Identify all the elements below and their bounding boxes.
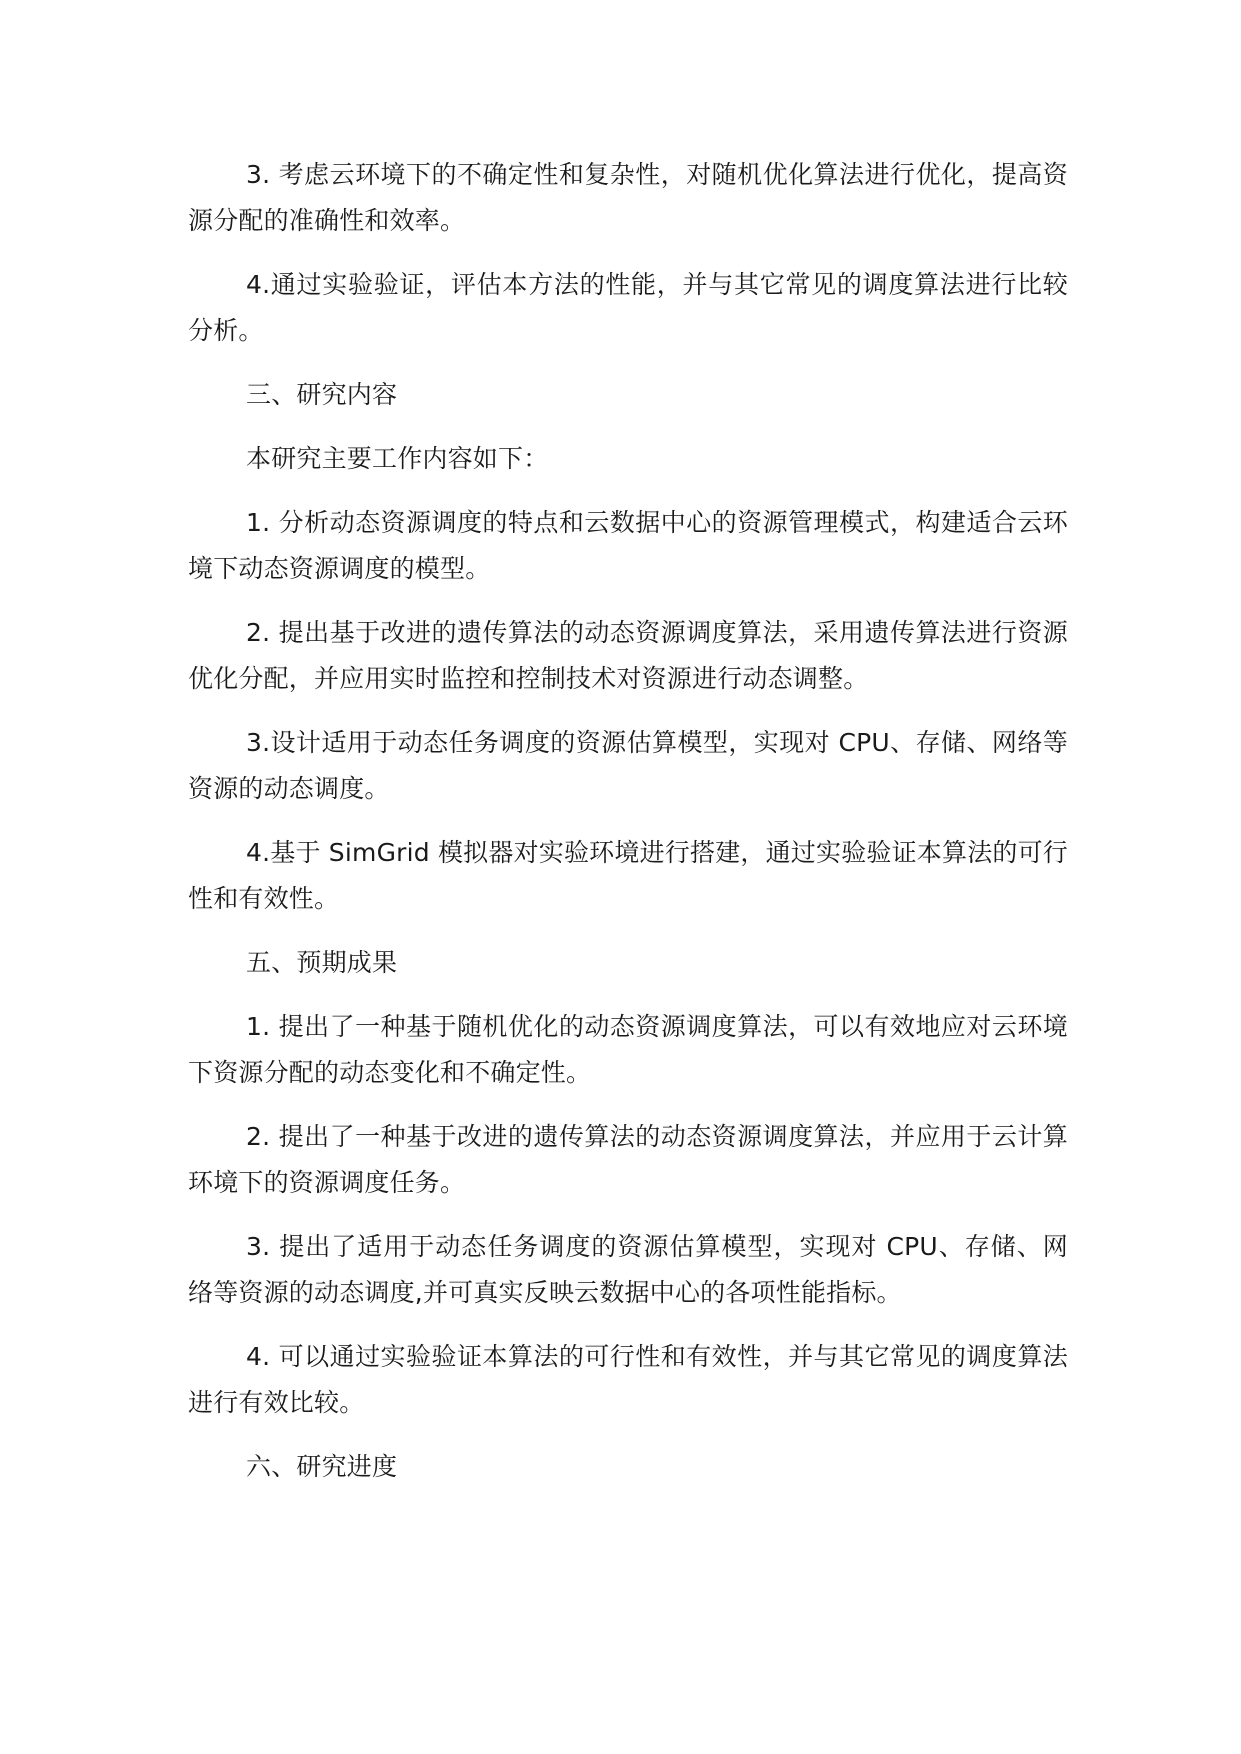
document-body: [188, 152, 1068, 1508]
section-heading-expected-results: 五、预期成果: [246, 948, 398, 977]
paragraph-content-intro: 本研究主要工作内容如下：: [246, 444, 549, 473]
paragraph-result-1: 1. 提出了一种基于随机优化的动态资源调度算法，可以有效地应对云环境下资源分配的动态变化和不确定性。: [188, 1012, 1068, 1087]
section-heading-research-progress: 六、研究进度: [246, 1452, 398, 1481]
paragraph-content-1: 1. 分析动态资源调度的特点和云数据中心的资源管理模式，构建适合云环境下动态资源调度的模型。: [188, 508, 1068, 583]
paragraph-content-3: 3.设计适用于动态任务调度的资源估算模型，实现对 CPU、存储、网络等资源的动态调度。: [188, 728, 1068, 803]
paragraph-result-2: 2. 提出了一种基于改进的遗传算法的动态资源调度算法，并应用于云计算环境下的资源调度任务。: [188, 1122, 1068, 1197]
paragraph-objective-3: 3. 考虑云环境下的不确定性和复杂性，对随机优化算法进行优化，提高资源分配的准确性和效率。: [188, 160, 1068, 235]
section-heading-research-content: 三、研究内容: [246, 380, 398, 409]
paragraph-content-2: 2. 提出基于改进的遗传算法的动态资源调度算法，采用遗传算法进行资源优化分配，并应用实时监控和控制技术对资源进行动态调整。: [188, 618, 1068, 693]
paragraph-result-4: 4. 可以通过实验验证本算法的可行性和有效性，并与其它常见的调度算法进行有效比较。: [188, 1342, 1068, 1417]
paragraph-result-3: 3. 提出了适用于动态任务调度的资源估算模型，实现对 CPU、存储、网络等资源的动态调度,并可真实反映云数据中心的各项性能指标。: [188, 1232, 1068, 1307]
paragraph-content-4: 4.基于 SimGrid 模拟器对实验环境进行搭建，通过实验验证本算法的可行性和有效性。: [188, 838, 1068, 913]
paragraph-objective-4: 4.通过实验验证，评估本方法的性能，并与其它常见的调度算法进行比较分析。: [188, 270, 1068, 345]
